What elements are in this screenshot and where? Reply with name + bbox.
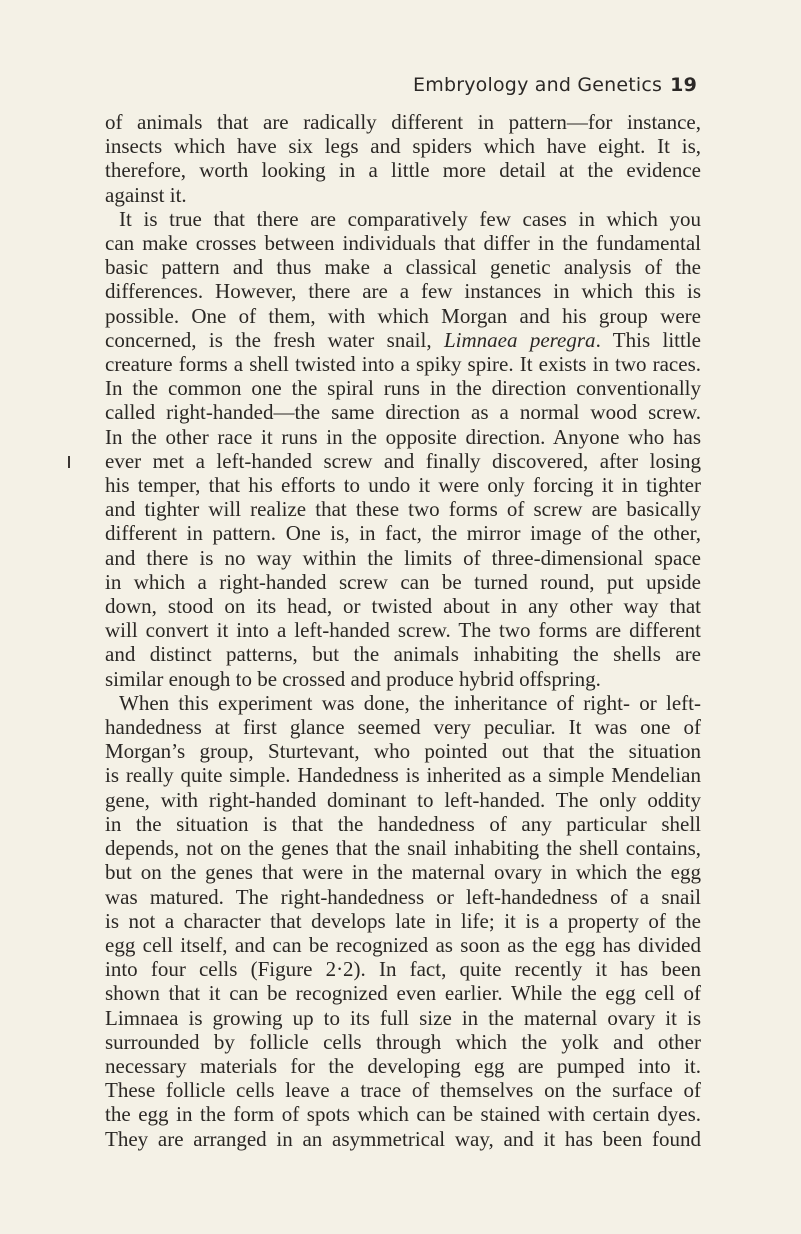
text-line: gene, with right-handed dominant to left-handed. The only oddity	[105, 787, 701, 812]
text-line: These follicle cells leave a trace of themselves on the surface of	[105, 1078, 701, 1103]
text-line: differences. However, there are a few instances in which this is	[105, 279, 701, 304]
text-line: basic pattern and thus make a classical genetic analysis of the	[105, 255, 701, 280]
text-line: different in pattern. One is, in fact, the mirror image of the other,	[105, 521, 701, 546]
body-text	[105, 110, 701, 1151]
text-line: egg cell itself, and can be recognized as soon as the egg has divided	[105, 932, 701, 957]
text-line: of animals that are radically different in pattern—for instance,	[105, 110, 701, 134]
running-title: Embryology and Genetics	[413, 74, 663, 96]
text-line: When this experiment was done, the inheritance of right- or left-	[119, 690, 701, 715]
text-line: against it.	[105, 182, 187, 207]
text-line: can make crosses between individuals that differ in the fundamental	[105, 231, 701, 256]
text-line: Limnaea is growing up to its full size in the maternal ovary it is	[105, 1005, 701, 1030]
margin-mark	[68, 456, 70, 468]
text-line: creature forms a shell twisted into a spiky spire. It exists in two races.	[105, 352, 701, 377]
text-line: and there is no way within the limits of three-dimensional space	[105, 545, 701, 570]
text-line: In the other race it runs in the opposite direction. Anyone who has	[105, 424, 701, 449]
text-line: similar enough to be crossed and produce hybrid offspring.	[105, 666, 601, 691]
text-line: concerned, is the fresh water snail, Limnaea peregra. This little	[105, 327, 702, 352]
text-line: but on the genes that were in the maternal ovary in which the egg	[105, 860, 701, 885]
text-line: down, stood on its head, or twisted about in any other way that	[105, 594, 701, 619]
text-line: depends, not on the genes that the snail inhabiting the shell contains,	[105, 836, 701, 861]
text-line: handedness at first glance seemed very peculiar. It was one of	[105, 715, 701, 740]
text-line: ever met a left-handed screw and finally discovered, after losing	[105, 448, 701, 473]
text-line: is really quite simple. Handedness is inherited as a simple Mendelian	[105, 763, 701, 788]
text-line: In the common one the spiral runs in the direction conventionally	[105, 376, 701, 401]
page-number: 19	[670, 74, 697, 96]
text-line: and distinct patterns, but the animals inhabiting the shells are	[105, 642, 701, 667]
text-line: called right-handed—the same direction as a normal wood screw.	[105, 400, 701, 425]
text-line: shown that it can be recognized even earlier. While the egg cell of	[105, 981, 701, 1006]
text-line: They are arranged in an asymmetrical way, and it has been found	[105, 1126, 701, 1151]
text-line: possible. One of them, with which Morgan and his group were	[105, 303, 701, 328]
text-line: is not a character that develops late in life; it is a property of the	[105, 908, 701, 933]
text-line: insects which have six legs and spiders which have eight. It is,	[105, 134, 701, 159]
text-line: into four cells (Figure 2·2). In fact, quite recently it has been	[105, 957, 701, 982]
text-line: will convert it into a left-handed screw. The two forms are different	[105, 618, 701, 643]
text-line: the egg in the form of spots which can be stained with certain dyes.	[105, 1102, 701, 1127]
text-line: and tighter will realize that these two forms of screw are basically	[105, 497, 701, 522]
text-line: Morgan’s group, Sturtevant, who pointed out that the situation	[105, 739, 701, 764]
text-line: in the situation is that the handedness of any particular shell	[105, 811, 701, 836]
text-line: therefore, worth looking in a little more detail at the evidence	[105, 158, 701, 183]
text-line: in which a right-handed screw can be turned round, put upside	[105, 569, 701, 594]
text-line: surrounded by follicle cells through which the yolk and other	[105, 1029, 701, 1054]
text-line: It is true that there are comparatively few cases in which you	[119, 206, 701, 231]
text-line: necessary materials for the developing egg are pumped into it.	[105, 1053, 701, 1078]
text-line: his temper, that his efforts to undo it were only forcing it in tighter	[105, 473, 701, 498]
text-line: was matured. The right-handedness or left-handedness of a snail	[105, 884, 701, 909]
running-head	[413, 74, 697, 96]
species-name: Limnaea peregra	[443, 327, 596, 352]
